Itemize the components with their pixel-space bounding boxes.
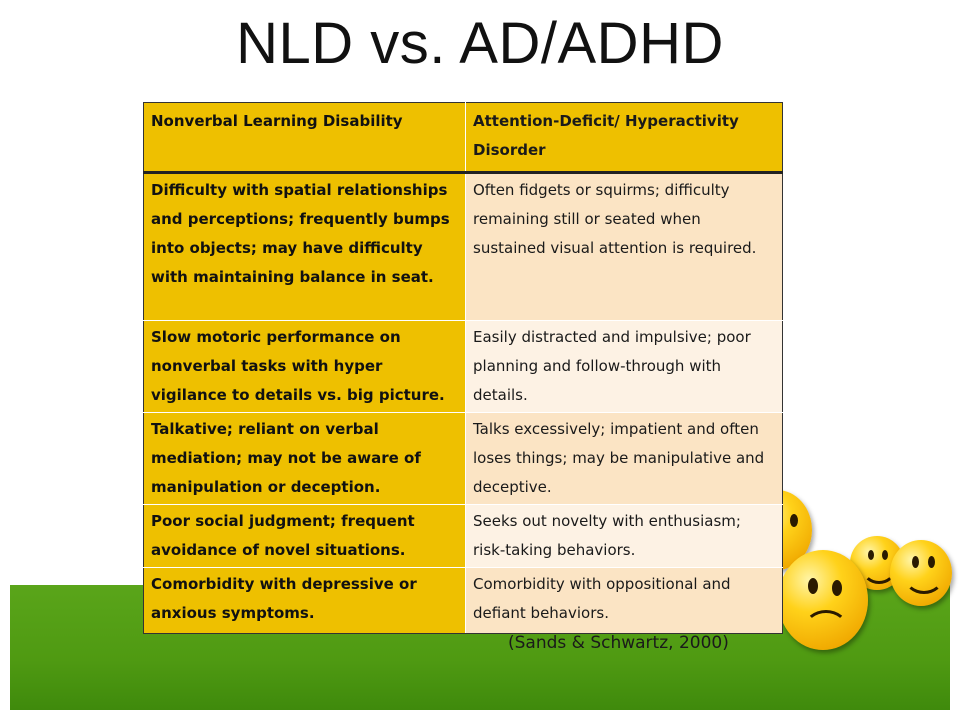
adhd-cell: Often fidgets or squirms; difficulty remaining still or seated when sustained visual attention is required. [466, 172, 783, 320]
table-row [144, 504, 783, 567]
slide-title: NLD vs. AD/ADHD [236, 11, 724, 76]
sad-face-icon [778, 550, 868, 650]
adhd-cell: Seeks out novelty with enthusiasm; risk-taking behaviors. [466, 504, 783, 567]
happy-face-icon [890, 540, 952, 606]
table-row [144, 567, 783, 633]
nld-cell: Talkative; reliant on verbal mediation; may not be aware of manipulation or deception. [144, 412, 466, 504]
adhd-cell: Easily distracted and impulsive; poor planning and follow-through with details. [466, 320, 783, 412]
citation: (Sands & Schwartz, 2000) [508, 633, 729, 653]
header-adhd: Attention-Deficit/ Hyperactivity Disorder [466, 103, 783, 173]
adhd-cell: Talks excessively; impatient and often loses things; may be manipulative and deceptive. [466, 412, 783, 504]
table-row [144, 172, 783, 320]
comparison-table [143, 102, 783, 634]
adhd-cell: Comorbidity with oppositional and defiant behaviors. [466, 567, 783, 633]
nld-cell: Slow motoric performance on nonverbal tasks with hyper vigilance to details vs. big picture. [144, 320, 466, 412]
header-nld: Nonverbal Learning Disability [144, 103, 466, 173]
table-header-row [144, 103, 783, 173]
nld-cell: Difficulty with spatial relationships and perceptions; frequently bumps into objects; may have difficulty with maintaining balance in seat. [144, 172, 466, 320]
table-row [144, 412, 783, 504]
nld-cell: Comorbidity with depressive or anxious symptoms. [144, 567, 466, 633]
table-row [144, 320, 783, 412]
nld-cell: Poor social judgment; frequent avoidance of novel situations. [144, 504, 466, 567]
